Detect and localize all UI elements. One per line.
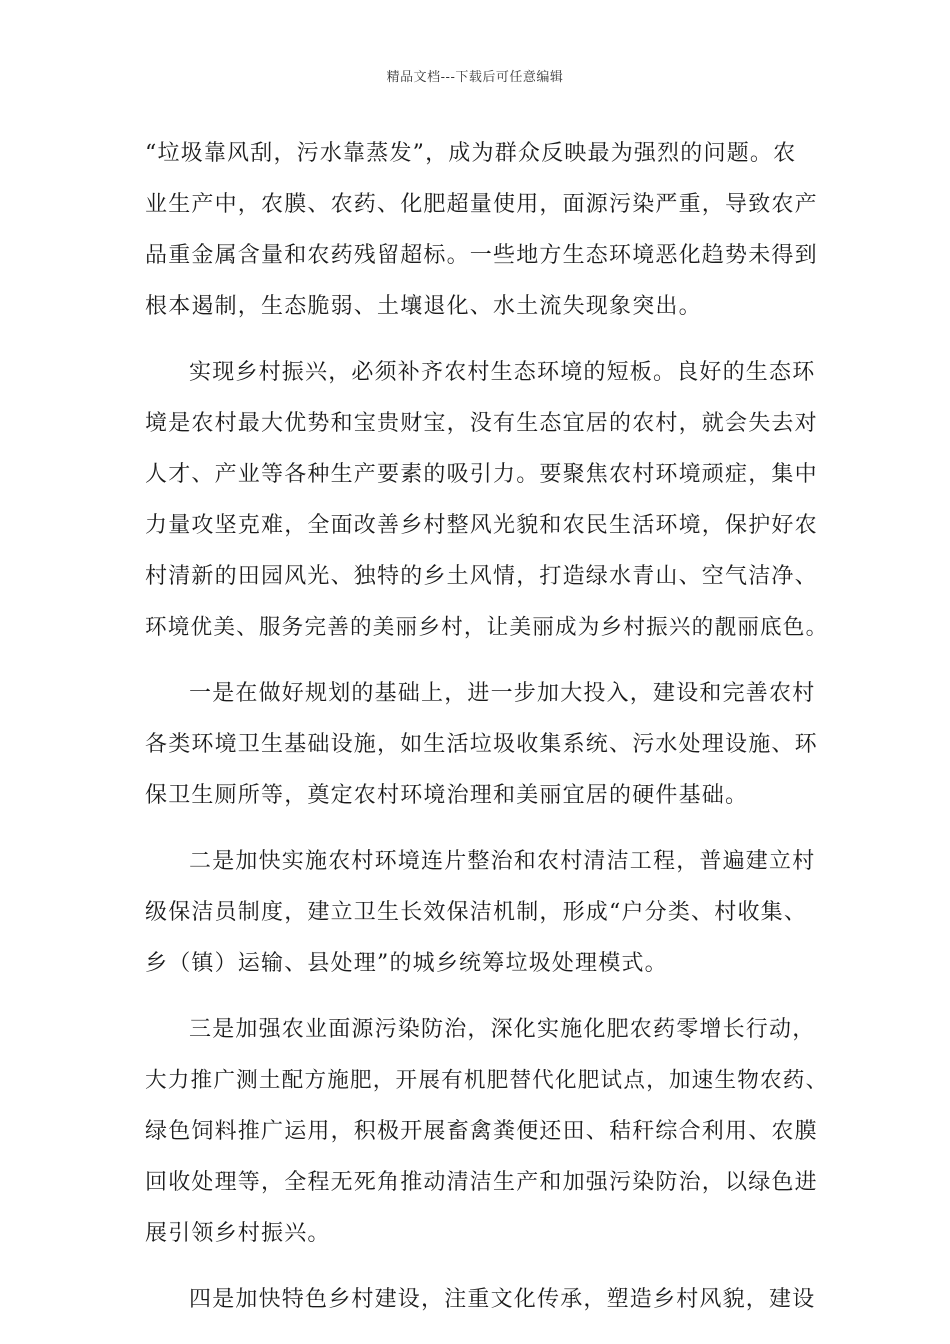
- text-line: 环境优美、服务完善的美丽乡村，让美丽成为乡村振兴的靓丽底色。: [145, 615, 829, 640]
- paragraph: [145, 1004, 835, 1259]
- text-line: 品重金属含量和农药残留超标。一些地方生态环境恶化趋势未得到: [145, 243, 818, 268]
- paragraph: [145, 128, 835, 332]
- paragraph-gap: [145, 332, 835, 347]
- document-body: [145, 128, 835, 1325]
- text-line: 回收处理等，全程无死角推动清洁生产和加强污染防治，以绿色进: [145, 1170, 818, 1195]
- paragraph: [145, 668, 835, 821]
- text-line: 三是加强农业面源污染防治，深化实施化肥农药零增长行动，: [189, 1017, 816, 1042]
- text-line: 大力推广测土配方施肥，开展有机肥替代化肥试点，加速生物农药、: [145, 1068, 829, 1093]
- paragraph-gap: [145, 989, 835, 1004]
- text-line: 力量攻坚克难，全面改善乡村整风光貌和农民生活环境，保护好农: [145, 513, 818, 538]
- paragraph-gap: [145, 653, 835, 668]
- paragraph: [145, 347, 835, 653]
- text-line: 绿色饲料推广运用，积极开展畜禽粪便还田、秸秆综合利用、农膜: [145, 1119, 818, 1144]
- text-line: 二是加快实施农村环境连片整治和农村清洁工程，普遍建立村: [189, 849, 816, 874]
- text-line: 根本遏制，生态脆弱、土壤退化、水土流失现象突出。: [145, 294, 702, 319]
- text-line: 人才、产业等各种生产要素的吸引力。要聚焦农村环境顽症，集中: [145, 462, 818, 487]
- page-header: 精品文档---下载后可任意编辑: [386, 70, 564, 85]
- text-line: “垃圾靠风刮，污水靠蒸发”，成为群众反映最为强烈的问题。农: [145, 141, 797, 166]
- paragraph: [145, 836, 835, 989]
- text-line: 村清新的田园风光、独特的乡土风情，打造绿水青山、空气洁净、: [145, 564, 818, 589]
- text-line: 实现乡村振兴，必须补齐农村生态环境的短板。良好的生态环: [189, 360, 816, 385]
- paragraph-gap: [145, 1259, 835, 1274]
- paragraph: [145, 1274, 835, 1325]
- text-line: 级保洁员制度，建立卫生长效保洁机制，形成“户分类、村收集、: [145, 900, 808, 925]
- text-line: 业生产中，农膜、农药、化肥超量使用，面源污染严重，导致农产: [145, 192, 818, 217]
- text-line: 乡（镇）运输、县处理”的城乡统筹垃圾处理模式。: [145, 951, 668, 976]
- text-line: 保卫生厕所等，奠定农村环境治理和美丽宜居的硬件基础。: [145, 783, 749, 808]
- text-line: 境是农村最大优势和宝贵财宝，没有生态宜居的农村，就会失去对: [145, 411, 818, 436]
- text-line: 一是在做好规划的基础上，进一步加大投入，建设和完善农村: [189, 681, 816, 706]
- text-line: 各类环境卫生基础设施，如生活垃圾收集系统、污水处理设施、环: [145, 732, 818, 757]
- text-line: 展引领乡村振兴。: [145, 1221, 331, 1246]
- paragraph-gap: [145, 821, 835, 836]
- text-line: 四是加快特色乡村建设，注重文化传承，塑造乡村风貌，建设: [189, 1287, 816, 1312]
